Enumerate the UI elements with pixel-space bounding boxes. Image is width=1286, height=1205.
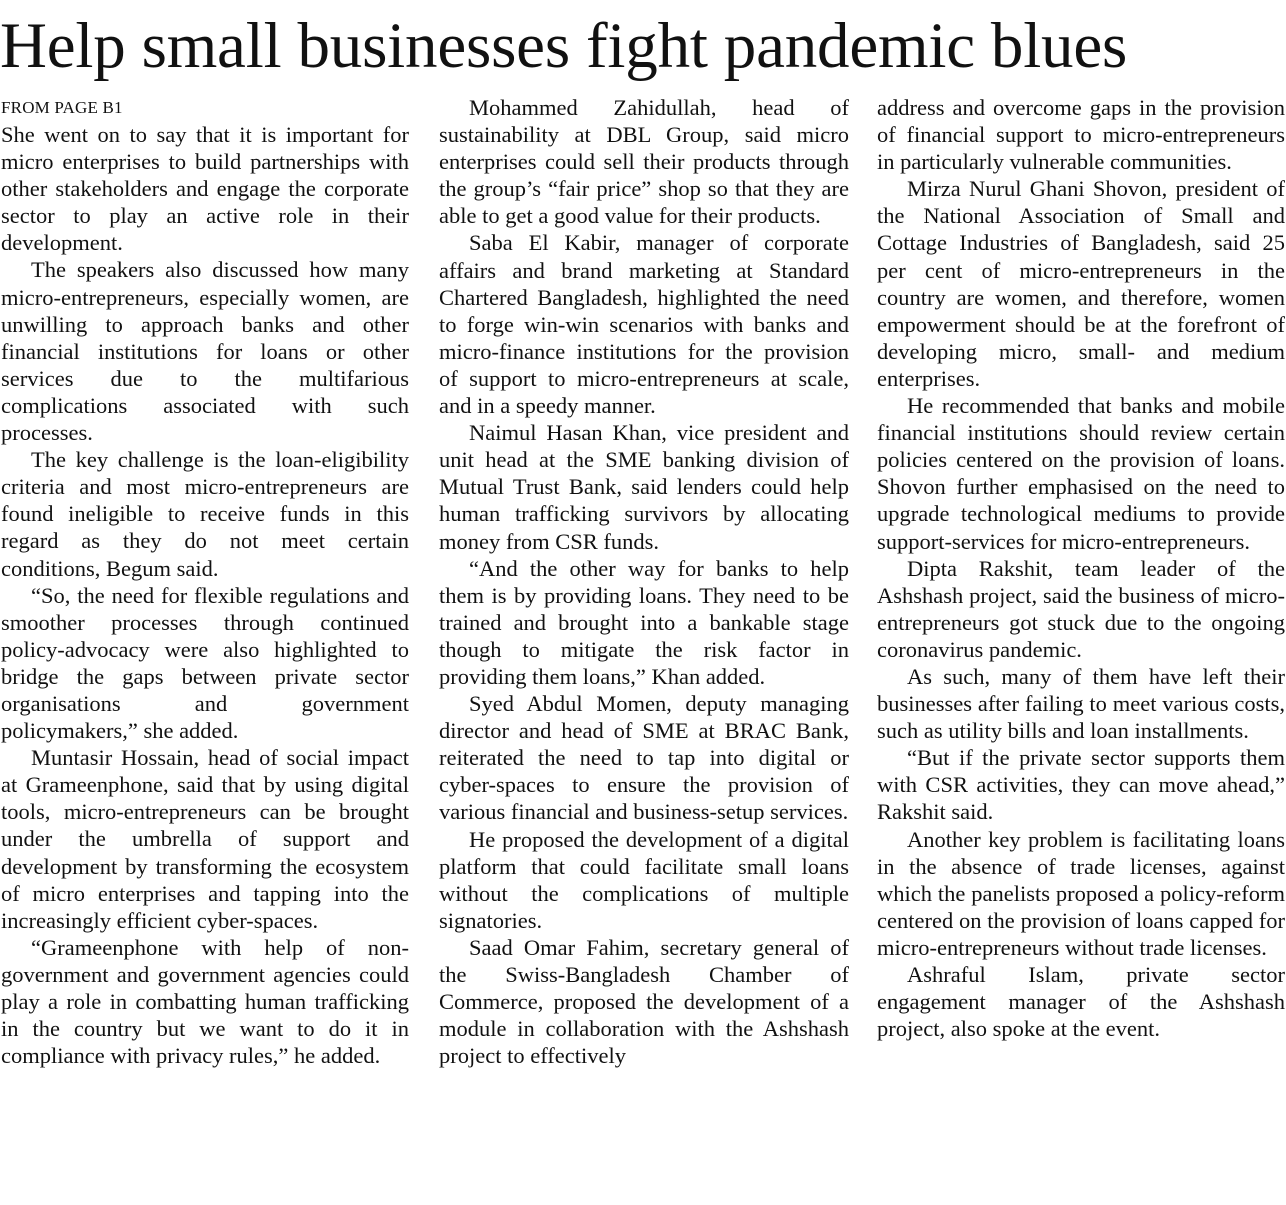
article-column-1 xyxy=(1,94,409,1205)
article-column-2 xyxy=(439,94,849,1205)
paragraph: Mohammed Zahidullah, head of sustainability at DBL Group, said micro enterprises could sell their products through the group’s “fair price” shop so that they are able to get a good value for their products. xyxy=(439,95,849,229)
jump-line: FROM PAGE B1 xyxy=(1,98,123,117)
paragraph: Another key problem is facilitating loans in the absence of trade licenses, against which the panelists proposed a policy-reform centered on the provision of loans capped for micro-entrepreneurs without trade licenses. xyxy=(877,826,1285,960)
article-column-3 xyxy=(877,94,1285,1205)
paragraph: Saba El Kabir, manager of corporate affairs and brand marketing at Standard Chartered Bangladesh, highlighted the need to forge win-win scenarios with banks and micro-finance institutions for the provision of support to micro-entrepreneurs at scale, and in a speedy manner. xyxy=(439,230,849,419)
paragraph: “But if the private sector supports them with CSR activities, they can move ahead,” Rakshit said. xyxy=(877,745,1285,825)
paragraph: Muntasir Hossain, head of social impact at Grameenphone, said that by using digital tools, micro-entrepreneurs can be brought under the umbrella of support and development by transforming the ecosystem of micro enterprises and tapping into the increasingly efficient cyber-spaces. xyxy=(1,745,409,933)
paragraph: “So, the need for flexible regulations and smoother processes through continued policy-advocacy were also highlighted to bridge the gaps between private sector organisations and government policymakers,” she added. xyxy=(1,582,409,744)
paragraph: He recommended that banks and mobile financial institutions should review certain policies centered on the provision of loans. Shovon further emphasised on the need to upgrade technological mediums to provide support-services for micro-entrepreneurs. xyxy=(877,393,1285,554)
paragraph: The key challenge is the loan-eligibility criteria and most micro-entrepreneurs are found ineligible to receive funds in this regard as they do not meet certain conditions, Begum said. xyxy=(1,447,409,581)
paragraph: The speakers also discussed how many micro-entrepreneurs, especially women, are unwilling to approach banks and other financial institutions for loans or other services due to the multifarious complications associated with such processes. xyxy=(1,257,409,446)
paragraph: She went on to say that it is important for micro enterprises to build partnerships with other stakeholders and engage the corporate sector to play an active role in their development. xyxy=(1,122,409,256)
paragraph: Saad Omar Fahim, secretary general of the Swiss-Bangladesh Chamber of Commerce, proposed the development of a module in collaboration with the Ashshash project to effectively xyxy=(439,934,849,1069)
paragraph: Mirza Nurul Ghani Shovon, president of the National Association of Small and Cottage Industries of Bangladesh, said 25 per cent of micro-entrepreneurs in the country are women, and therefore, women empowerment should be at the forefront of developing micro, small- and medium enterprises. xyxy=(877,176,1285,391)
paragraph: Syed Abdul Momen, deputy managing director and head of SME at BRAC Bank, reiterated the need to tap into digital or cyber-spaces to ensure the provision of various financial and business-setup services. xyxy=(439,691,849,825)
paragraph: “Grameenphone with help of non-government and government agencies could play a role in combatting human trafficking in the country but we want to do it in compliance with privacy rules,” he added. xyxy=(1,934,409,1069)
headline: Help small businesses fight pandemic blues xyxy=(0,10,1128,82)
paragraph: Ashraful Islam, private sector engagement manager of the Ashshash project, also spoke at the event. xyxy=(877,962,1285,1042)
paragraph: As such, many of them have left their businesses after failing to meet various costs, such as utility bills and loan installments. xyxy=(877,663,1285,744)
paragraph: “And the other way for banks to help them is by providing loans. They need to be trained and brought into a bankable stage though to mitigate the risk factor in providing them loans,” Khan added. xyxy=(439,555,849,689)
paragraph: Naimul Hasan Khan, vice president and unit head at the SME banking division of Mutual Trust Bank, said lenders could help human trafficking survivors by allocating money from CSR funds. xyxy=(439,420,849,554)
paragraph: Dipta Rakshit, team leader of the Ashshash project, said the business of micro-entrepreneurs got stuck due to the ongoing coronavirus pandemic. xyxy=(877,555,1285,662)
paragraph: address and overcome gaps in the provision of financial support to micro-entrepreneurs in particularly vulnerable communities. xyxy=(877,95,1285,175)
paragraph: He proposed the development of a digital platform that could facilitate small loans without the complications of multiple signatories. xyxy=(439,826,849,933)
